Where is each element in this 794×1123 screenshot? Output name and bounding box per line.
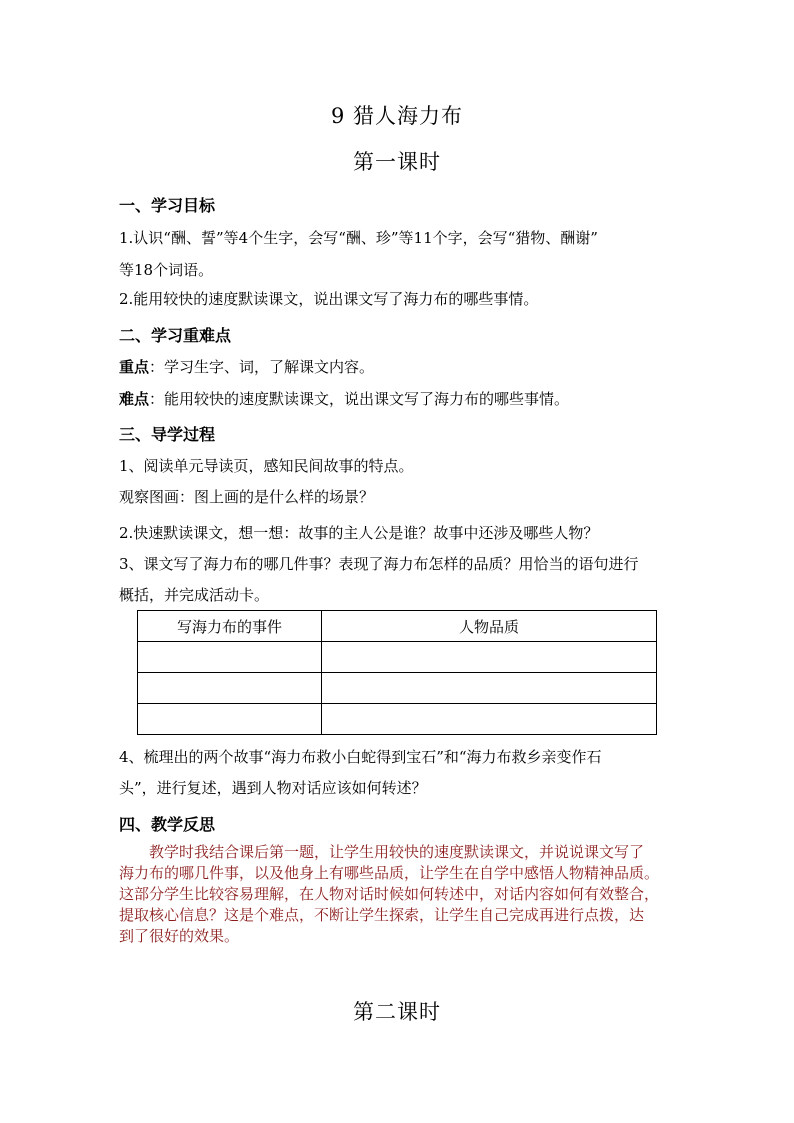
process-line-3: 2.快速默读课文，想一想：故事的主人公是谁？故事中还涉及哪些人物？ <box>119 524 599 542</box>
section-2-heading: 二、学习重难点 <box>119 326 232 345</box>
difficult-point-text: ：能用较快的速度默读课文，说出课文写了海力布的哪些事情。 <box>149 390 570 408</box>
process-line-5: 概括，并完成活动卡。 <box>119 586 270 604</box>
document-title: 9 猎人海力布 <box>330 104 464 128</box>
difficult-point-label: 难点 <box>119 390 150 408</box>
lesson-1-title: 第一课时 <box>353 150 441 174</box>
objective-line-2: 等18个词语。 <box>119 261 214 279</box>
table-cell[interactable] <box>322 642 657 673</box>
reflection-line: 到了很好的效果。 <box>119 927 240 945</box>
section-3-heading: 三、导学过程 <box>119 425 216 444</box>
table-header-events: 写海力布的事件 <box>138 611 322 642</box>
process-line-6: 4、梳理出的两个故事“海力布救小白蛇得到宝石”和“海力布救乡亲变作石 <box>119 748 602 766</box>
reflection-paragraph <box>119 842 675 947</box>
table-cell[interactable] <box>322 673 657 704</box>
table-cell[interactable] <box>138 673 322 704</box>
key-point-line <box>119 356 679 377</box>
reflection-line: 这部分学生比较容易理解，在人物对话时候如何转述中，对话内容如何有效整合， <box>119 885 660 903</box>
table-row <box>138 704 657 735</box>
lesson-2-title: 第二课时 <box>353 1000 441 1024</box>
process-line-4: 3、课文写了海力布的哪几件事？表现了海力布怎样的品质？用恰当的语句进行 <box>119 555 639 573</box>
section-4-heading: 四、教学反思 <box>119 815 216 834</box>
key-point-label: 重点 <box>119 358 150 376</box>
objective-line-1: 1.认识“酬、誓”等4个生字，会写“酬、珍”等11个字，会写“猎物、酬谢” <box>119 229 598 247</box>
table-header-row <box>138 611 657 642</box>
table-cell[interactable] <box>138 642 322 673</box>
table-header-qualities: 人物品质 <box>322 611 657 642</box>
reflection-line: 海力布的哪几件事，以及他身上有哪些品质，让学生在自学中感悟人物精神品质。 <box>119 864 660 882</box>
process-line-1: 1、阅读单元导读页，感知民间故事的特点。 <box>119 457 414 475</box>
reflection-line: 教学时我结合课后第一题，让学生用较快的速度默读课文，并说说课文写了 <box>119 843 645 861</box>
activity-card-table <box>137 610 657 735</box>
reflection-line: 提取核心信息？这是个难点，不断让学生探索，让学生自己完成再进行点拨，达 <box>119 906 645 924</box>
table-cell[interactable] <box>138 704 322 735</box>
process-line-7: 头”，进行复述，遇到人物对话应该如何转述？ <box>119 779 427 797</box>
table-row <box>138 642 657 673</box>
table-row <box>138 673 657 704</box>
difficult-point-line <box>119 388 679 409</box>
section-1-heading: 一、学习目标 <box>119 196 216 215</box>
process-line-2: 观察图画：图上画的是什么样的场景？ <box>119 488 375 506</box>
key-point-text: ：学习生字、词，了解课文内容。 <box>149 358 375 376</box>
table-cell[interactable] <box>322 704 657 735</box>
objective-line-3: 2.能用较快的速度默读课文，说出课文写了海力布的哪些事情。 <box>119 290 539 308</box>
